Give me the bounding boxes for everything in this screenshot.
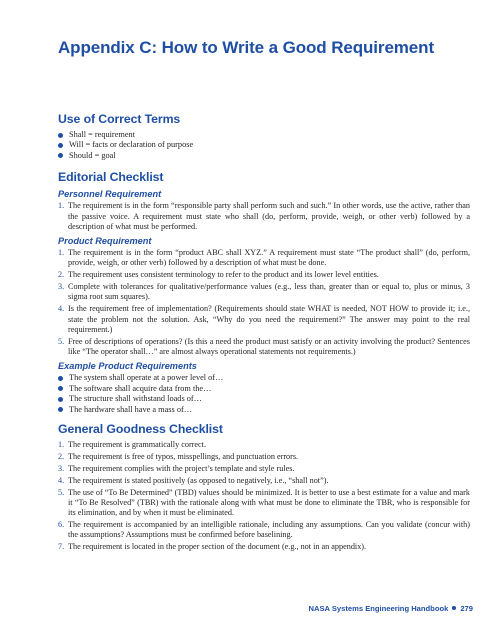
list-item-text: The hardware shall have a mass of… — [69, 404, 193, 414]
product-requirement-list — [58, 248, 470, 357]
item-number: 4. — [58, 475, 65, 485]
list-item-text: Shall = requirement — [69, 130, 135, 139]
list-item — [58, 248, 470, 269]
item-number: 1. — [58, 440, 65, 450]
list-item-text: The system shall operate at a power level of… — [69, 373, 224, 383]
list-item — [58, 270, 470, 280]
list-item-text: The requirement is in the form “responsible party shall perform such and such.” In other words, use the active, rather than the passive voice. A requirement must state who shall (do, perform, provide, weigh, or other verb) followed by a description of what must be performed. — [68, 201, 470, 231]
list-item-text: The requirement is free of typos, misspellings, and punctuation errors. — [68, 451, 299, 461]
list-item — [58, 384, 470, 394]
list-item — [58, 337, 470, 358]
list-item-text: The requirement uses consistent terminology to refer to the product and its lower level entities. — [68, 270, 379, 280]
bullet-icon — [58, 386, 63, 391]
list-item — [58, 151, 470, 161]
personnel-requirement-list — [58, 201, 470, 232]
item-number: 2. — [58, 270, 65, 280]
list-item — [58, 488, 470, 519]
list-item — [58, 542, 470, 552]
list-item-text: Should = goal — [69, 150, 116, 160]
list-item-text: The requirement is located in the proper section of the document (e.g., not in an appendix). — [68, 542, 367, 552]
list-item — [58, 394, 470, 404]
list-item-text: The use of “To Be Determined” (TBD) values should be minimized. It is better to use a best estimate for a value and mark it “To Be Resolved” (TBR) with the rationale along with what must be done to eliminate the TBR, who is responsible for its elimination, and by when it must be eliminated. — [68, 487, 470, 518]
list-item — [58, 464, 470, 474]
item-number: 6. — [58, 520, 65, 530]
bullet-icon — [58, 133, 63, 138]
list-item — [58, 452, 470, 462]
item-number: 3. — [58, 282, 65, 292]
list-item-text: The software shall acquire data from the… — [69, 383, 212, 393]
example-product-requirements-heading: Example Product Requirements — [58, 361, 197, 372]
item-number: 1. — [58, 248, 65, 258]
item-number: 3. — [58, 463, 65, 473]
item-number: 7. — [58, 542, 65, 552]
general-goodness-heading: General Goodness Checklist — [58, 422, 223, 437]
list-item — [58, 140, 470, 150]
item-number: 5. — [58, 336, 65, 346]
list-item — [58, 304, 470, 335]
bullet-icon — [58, 376, 63, 381]
personnel-requirement-heading: Personnel Requirement — [58, 189, 162, 200]
list-item — [58, 373, 470, 383]
editorial-checklist-heading: Editorial Checklist — [58, 170, 164, 185]
general-goodness-list — [58, 440, 470, 553]
bullet-icon — [58, 397, 63, 402]
bullet-icon — [58, 153, 63, 158]
page-title: Appendix C: How to Write a Good Requirement — [58, 38, 435, 57]
list-item — [58, 405, 470, 415]
page-footer — [309, 604, 473, 613]
correct-terms-heading: Use of Correct Terms — [58, 112, 181, 126]
item-number: 2. — [58, 451, 65, 461]
list-item — [58, 440, 470, 450]
example-requirements-list — [58, 373, 470, 415]
list-item-text: The requirement is grammatically correct. — [68, 440, 206, 450]
bullet-icon — [58, 407, 63, 412]
correct-terms-list — [58, 130, 470, 161]
handbook-title: NASA Systems Engineering Handbook — [308, 604, 449, 613]
bullet-separator-icon — [452, 606, 456, 610]
bullet-icon — [58, 143, 63, 148]
list-item-text: Is the requirement free of implementation? (Requirements should state WHAT is needed, NOT HOW to provide it; i.e., state the problem not the solution. Ask, “Why do you need the requirement?” The answer may point to the real requirement.) — [68, 304, 470, 334]
list-item-text: Free of descriptions of operations? (Is this a need the product must satisfy or an activity involving the product? Sentences like “The operator shall…” are almost always operational statements not requirements.) — [68, 336, 470, 357]
list-item-text: The requirement complies with the project’s template and style rules. — [68, 463, 295, 473]
item-number: 4. — [58, 304, 65, 314]
list-item — [58, 130, 470, 140]
list-item-text: The requirement is in the form “product ABC shall XYZ.” A requirement must state “The product shall” (do, perform, provide, weigh, or other verb) followed by a description of what must be done. — [68, 248, 470, 268]
list-item — [58, 476, 470, 486]
list-item — [58, 520, 470, 541]
list-item-text: The requirement is stated positively (as opposed to negatively, i.e., “shall not”). — [68, 475, 329, 485]
list-item-text: The structure shall withstand loads of… — [69, 394, 202, 404]
page-content — [58, 112, 470, 554]
item-number: 1. — [58, 201, 65, 211]
list-item — [58, 282, 470, 303]
product-requirement-heading: Product Requirement — [58, 236, 152, 247]
list-item-text: Will = facts or declaration of purpose — [69, 140, 194, 150]
page-number: 279 — [460, 604, 473, 613]
list-item-text: Complete with tolerances for qualitative/performance values (e.g., less than, greater than or equal to, plus or minus, 3 sigma root sum squares). — [68, 282, 470, 302]
list-item-text: The requirement is accompanied by an intelligible rationale, including any assumptions. Can you validate (concur with) the assumptions? Assumptions must be confirmed before baselining. — [68, 520, 470, 540]
item-number: 5. — [58, 487, 65, 497]
list-item — [58, 201, 470, 232]
